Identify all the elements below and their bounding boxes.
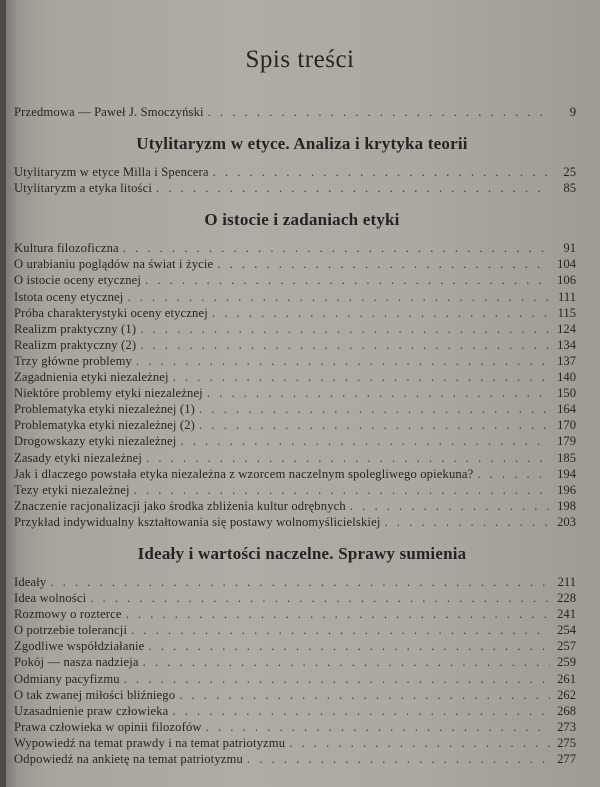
entry-page-number: 198 (557, 498, 576, 513)
entry-page-number: 25 (563, 165, 576, 180)
dot-leader (206, 719, 550, 735)
entry-label: Niektóre problemy etyki niezależnej (14, 386, 203, 401)
dot-leader (212, 305, 550, 321)
entry-page-number: 137 (557, 353, 576, 368)
entry-page-number: 185 (557, 450, 576, 465)
entry-label: Realizm praktyczny (1) (14, 321, 137, 336)
dot-leader (136, 353, 550, 369)
toc-entry (14, 289, 576, 305)
section-title: Utylitaryzm w etyce. Analiza i krytyka teorii (136, 134, 468, 154)
dot-leader (199, 401, 550, 417)
section-title: Ideały i wartości naczelne. Sprawy sumienia (137, 543, 467, 563)
toc-entry (14, 498, 576, 514)
entry-page-number: 150 (557, 386, 576, 401)
entry-label: O urabianiu poglądów na świat i życie (14, 257, 214, 272)
entry-label: Drogowskazy etyki niezależnej (14, 434, 177, 449)
entry-label: Utylitaryzm w etyce Milla i Spencera (14, 165, 209, 180)
toc-entry (14, 433, 576, 449)
entry-label: Rozmowy o rozterce (14, 607, 122, 622)
entry-page-number: 211 (557, 574, 576, 589)
dot-leader (207, 385, 550, 401)
dot-leader (208, 104, 550, 120)
entry-label: Trzy główne problemy (14, 353, 132, 368)
entry-label: Zasady etyki niezależnej (14, 450, 143, 465)
toc-section (14, 134, 576, 196)
toc-entry (14, 164, 576, 180)
dot-leader (350, 498, 550, 514)
dot-leader (127, 289, 550, 305)
entry-label: Uzasadnienie praw człowieka (14, 703, 169, 718)
toc-entry (14, 353, 576, 369)
entry-label: Wypowiedź na temat prawdy i na temat patriotyzmu (14, 735, 286, 750)
toc-entry (14, 622, 576, 638)
entry-label: O tak zwanej miłości bliźniego (14, 687, 176, 702)
entry-label: Istota oceny etycznej (14, 289, 124, 304)
toc-entry (14, 385, 576, 401)
toc-entry (14, 401, 576, 417)
entry-label: Utylitaryzm a etyka litości (14, 181, 152, 196)
toc-entry (14, 574, 576, 590)
toc-entry (14, 369, 576, 385)
entry-label: Znaczenie racjonalizacji jako środka zbliżenia kultur odrębnych (14, 498, 346, 513)
entry-page-number: 106 (557, 273, 576, 288)
toc-entry (14, 514, 576, 530)
dot-leader (123, 240, 550, 256)
dot-leader (146, 450, 550, 466)
entry-label: Tezy etyki niezależnej (14, 482, 130, 497)
dot-leader (180, 433, 550, 449)
entry-label: Przedmowa — Paweł J. Smoczyński (14, 105, 204, 119)
toc-entry (14, 735, 576, 751)
dot-leader (477, 466, 550, 482)
dot-leader (247, 751, 550, 767)
entry-label: Jak i dlaczego powstała etyka niezależna z wzorcem naczelnym spolegliwego opiekuna? (14, 466, 474, 481)
entry-page-number: 91 (563, 241, 576, 256)
entry-page-number: 268 (557, 703, 576, 718)
toc-entry (14, 321, 576, 337)
entry-label: O istocie oceny etycznej (14, 273, 142, 288)
entry-label: Zgodliwe współdziałanie (14, 639, 145, 654)
entry-page-number: 179 (557, 434, 576, 449)
dot-leader (179, 687, 550, 703)
dot-leader (143, 654, 550, 670)
toc-section (14, 210, 576, 530)
entry-page-number: 273 (557, 719, 576, 734)
entry-page-number: 134 (557, 337, 576, 352)
toc-entry (14, 180, 576, 196)
toc-entry (14, 272, 576, 288)
entry-label: Zagadnienia etyki niezależnej (14, 370, 169, 385)
dot-leader (124, 671, 550, 687)
toc-entry (14, 482, 576, 498)
entry-label: Odmiany pacyfizmu (14, 671, 120, 686)
entry-page-number: 115 (557, 305, 576, 320)
entry-page-number: 259 (557, 655, 576, 670)
entry-page-number: 228 (557, 591, 576, 606)
dot-leader (199, 417, 550, 433)
toc-entry (14, 654, 576, 670)
toc-entry-list (14, 240, 576, 530)
toc-entry (14, 466, 576, 482)
entry-page-number: 261 (557, 671, 576, 686)
dot-leader (148, 638, 550, 654)
entry-page-number: 196 (557, 482, 576, 497)
toc-section (14, 544, 576, 767)
entry-page-number: 104 (557, 257, 576, 272)
entry-page-number: 241 (557, 607, 576, 622)
dot-leader (140, 337, 550, 353)
entry-page-number: 277 (557, 752, 576, 766)
dot-leader (145, 272, 550, 288)
entry-label: Problematyka etyki niezależnej (1) (14, 402, 195, 417)
toc-entry (14, 450, 576, 466)
toc-entry (14, 671, 576, 687)
dot-leader (134, 482, 550, 498)
entry-label: Prawa człowieka w opinii filozofów (14, 719, 202, 734)
entry-page-number: 275 (557, 735, 576, 750)
toc-entry-list (14, 164, 576, 196)
entry-label: Przykład indywidualny kształtowania się postawy wolnomyślicielskiej (14, 514, 381, 529)
dot-leader (213, 164, 550, 180)
toc-entry (14, 638, 576, 654)
entry-page-number: 262 (557, 687, 576, 702)
page-title: Spis treści (245, 46, 355, 73)
toc-entry (14, 719, 576, 735)
dot-leader (140, 321, 550, 337)
toc-entry (14, 256, 576, 272)
entry-page-number: 111 (558, 289, 576, 304)
toc-entry (14, 417, 576, 433)
toc-entry (14, 751, 576, 767)
dot-leader (131, 622, 550, 638)
toc-entry (14, 703, 576, 719)
toc-entry-list (14, 574, 576, 767)
entry-label: Ideały (14, 574, 47, 589)
entry-page-number: 9 (569, 105, 576, 119)
toc-entry (14, 687, 576, 703)
toc-sections (14, 134, 576, 767)
entry-label: Kultura filozoficzna (14, 241, 119, 256)
entry-page-number: 124 (557, 321, 576, 336)
dot-leader (50, 574, 550, 590)
entry-label: O potrzebie tolerancji (14, 623, 128, 638)
toc-entry (14, 606, 576, 622)
entry-page-number: 203 (557, 514, 576, 529)
dot-leader (217, 256, 550, 272)
entry-label: Próba charakterystyki oceny etycznej (14, 305, 208, 320)
entry-page-number: 164 (557, 402, 576, 417)
entry-label: Idea wolności (14, 591, 87, 606)
section-title: O istocie i zadaniach etyki (204, 210, 400, 230)
toc-entry (14, 240, 576, 256)
toc-entry (14, 337, 576, 353)
dot-leader (384, 514, 550, 530)
entry-label: Odpowiedź na ankietę na temat patriotyzmu (14, 752, 243, 766)
entry-page-number: 257 (557, 639, 576, 654)
entry-label: Realizm praktyczny (2) (14, 337, 137, 352)
dot-leader (289, 735, 550, 751)
toc-entry-preface (14, 104, 576, 120)
entry-page-number: 254 (557, 623, 576, 638)
dot-leader (172, 703, 550, 719)
dot-leader (156, 180, 550, 196)
dot-leader (173, 369, 550, 385)
entry-page-number: 170 (557, 418, 576, 433)
entry-label: Problematyka etyki niezależnej (2) (14, 418, 195, 433)
entry-label: Pokój — nasza nadzieja (14, 655, 139, 670)
toc-entry (14, 590, 576, 606)
toc-entry (14, 305, 576, 321)
dot-leader (126, 606, 550, 622)
entry-page-number: 194 (557, 466, 576, 481)
dot-leader (90, 590, 550, 606)
entry-page-number: 85 (563, 181, 576, 196)
entry-page-number: 140 (557, 370, 576, 385)
